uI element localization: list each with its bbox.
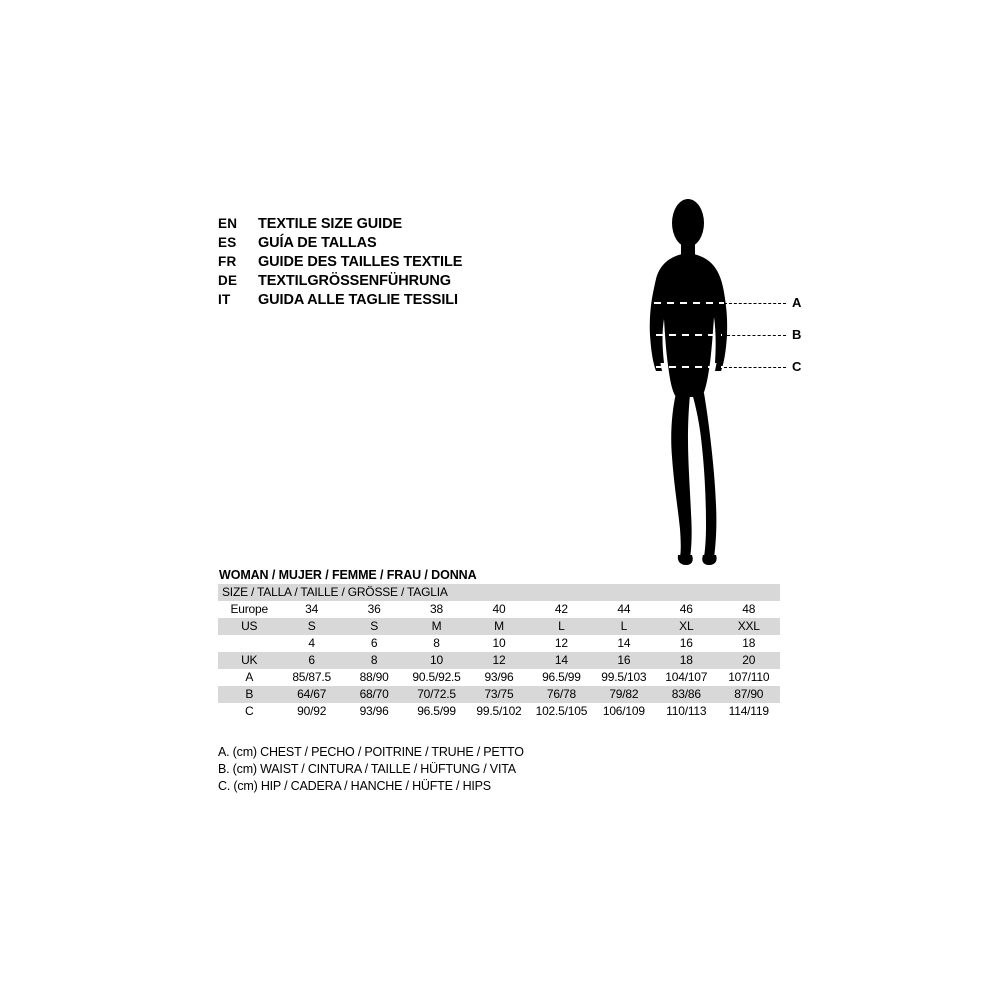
cell: 93/96 [468, 669, 530, 686]
language-code-en: EN [218, 216, 238, 231]
title-row [218, 252, 638, 271]
legend-block [218, 744, 738, 795]
title-text-it: GUIDA ALLE TAGLIE TESSILI [258, 292, 458, 308]
cell: 90/92 [280, 703, 342, 720]
legend-line-a: A. (cm) CHEST / PECHO / POITRINE / TRUHE / PETTO [218, 745, 524, 759]
table-row [218, 635, 780, 652]
row-label-europe: Europe [218, 601, 280, 618]
cell: M [405, 618, 467, 635]
cell: 34 [280, 601, 342, 618]
language-code-it: IT [218, 292, 231, 307]
cell: 96.5/99 [405, 703, 467, 720]
cell: 106/109 [593, 703, 655, 720]
cell: 20 [718, 652, 781, 669]
table-row [218, 703, 780, 720]
cell: 90.5/92.5 [405, 669, 467, 686]
title-text-fr: GUIDE DES TAILLES TEXTILE [258, 254, 463, 270]
cell: 16 [593, 652, 655, 669]
cell: 99.5/102 [468, 703, 530, 720]
cell: 36 [343, 601, 405, 618]
cell: 85/87.5 [280, 669, 342, 686]
cell: 68/70 [343, 686, 405, 703]
cell: XL [655, 618, 717, 635]
table-header-row [218, 584, 780, 601]
cell: 93/96 [343, 703, 405, 720]
table-header-label: SIZE / TALLA / TAILLE / GRÖSSE / TAGLIA [218, 584, 780, 601]
language-code-de: DE [218, 273, 238, 288]
row-label-c: C [218, 703, 280, 720]
title-row [218, 214, 638, 233]
language-code-es: ES [218, 235, 237, 250]
measurement-figure [620, 195, 840, 585]
table-row [218, 686, 780, 703]
table-row [218, 652, 780, 669]
cell: 18 [718, 635, 781, 652]
cell: 87/90 [718, 686, 781, 703]
cell: 79/82 [593, 686, 655, 703]
cell: 76/78 [530, 686, 592, 703]
cell: 38 [405, 601, 467, 618]
language-code-fr: FR [218, 254, 237, 269]
cell: L [530, 618, 592, 635]
cell: 12 [530, 635, 592, 652]
cell: 6 [280, 652, 342, 669]
cell: 83/86 [655, 686, 717, 703]
cell: 88/90 [343, 669, 405, 686]
cell: 104/107 [655, 669, 717, 686]
table-row [218, 618, 780, 635]
cell: 10 [405, 652, 467, 669]
cell: 64/67 [280, 686, 342, 703]
cell: 114/119 [718, 703, 781, 720]
cell: 107/110 [718, 669, 781, 686]
cell: 70/72.5 [405, 686, 467, 703]
cell: 8 [343, 652, 405, 669]
legend-line-b: B. (cm) WAIST / CINTURA / TAILLE / HÜFTUNG / VITA [218, 762, 516, 776]
row-label-a: A [218, 669, 280, 686]
cell: 102.5/105 [530, 703, 592, 720]
chest-leader-line [724, 303, 786, 304]
title-row [218, 290, 638, 309]
title-text-de: TEXTILGRÖSSENFÜHRUNG [258, 273, 451, 289]
title-row [218, 233, 638, 252]
cell: 6 [343, 635, 405, 652]
woman-silhouette-icon [620, 195, 840, 585]
size-table [218, 584, 780, 720]
cell: L [593, 618, 655, 635]
cell: 8 [405, 635, 467, 652]
cell: 44 [593, 601, 655, 618]
cell: S [343, 618, 405, 635]
cell: 110/113 [655, 703, 717, 720]
marker-label-b: B [792, 327, 802, 342]
cell: 73/75 [468, 686, 530, 703]
cell: 10 [468, 635, 530, 652]
cell: 16 [655, 635, 717, 652]
cell: 42 [530, 601, 592, 618]
cell: 40 [468, 601, 530, 618]
row-label-us: US [218, 618, 280, 635]
table-row [218, 601, 780, 618]
cell: 4 [280, 635, 342, 652]
cell: 48 [718, 601, 781, 618]
table-row [218, 669, 780, 686]
row-label-us-numeric [218, 635, 280, 652]
cell: 96.5/99 [530, 669, 592, 686]
waist-leader-line [722, 335, 786, 336]
cell: XXL [718, 618, 781, 635]
row-label-b: B [218, 686, 280, 703]
marker-label-c: C [792, 359, 802, 374]
legend-line-c: C. (cm) HIP / CADERA / HANCHE / HÜFTE / HIPS [218, 779, 491, 793]
title-text-en: TEXTILE SIZE GUIDE [258, 216, 403, 232]
row-label-uk: UK [218, 652, 280, 669]
cell: 12 [468, 652, 530, 669]
size-table-block [218, 566, 780, 720]
hip-leader-line [724, 367, 786, 368]
cell: S [280, 618, 342, 635]
cell: 14 [530, 652, 592, 669]
cell: 46 [655, 601, 717, 618]
marker-label-a: A [792, 295, 802, 310]
table-caption: WOMAN / MUJER / FEMME / FRAU / DONNA [219, 568, 477, 582]
cell: 14 [593, 635, 655, 652]
title-block [218, 214, 638, 309]
cell: 18 [655, 652, 717, 669]
cell: 99.5/103 [593, 669, 655, 686]
cell: M [468, 618, 530, 635]
title-row [218, 271, 638, 290]
title-text-es: GUÍA DE TALLAS [258, 235, 377, 251]
